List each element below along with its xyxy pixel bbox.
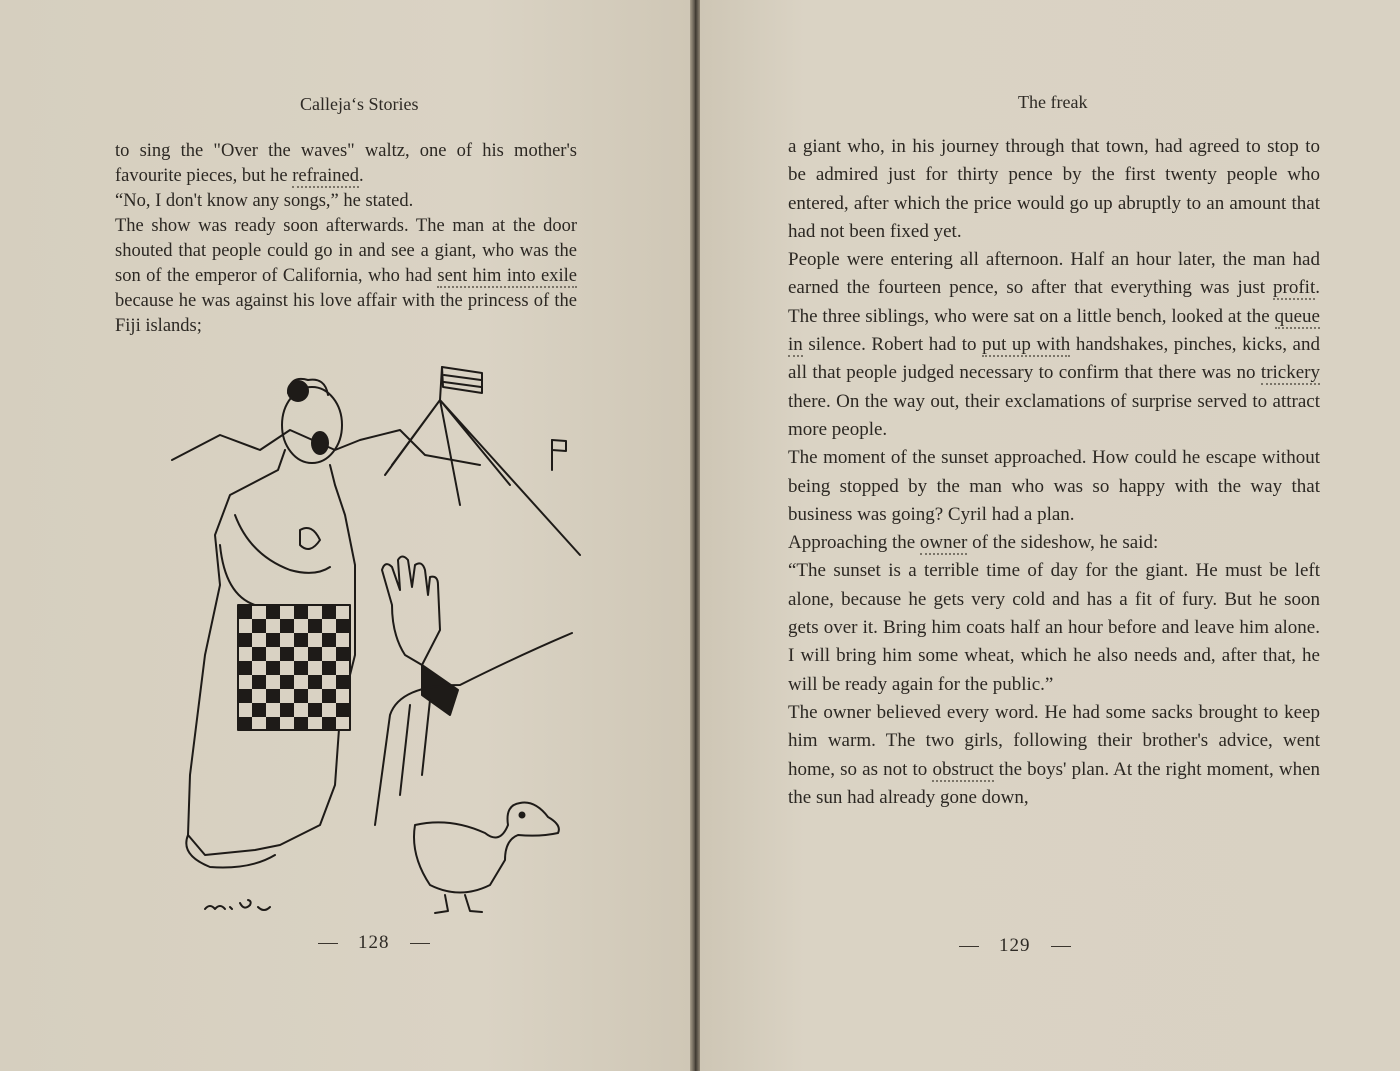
paragraph (788, 699, 1320, 812)
page-number-left-value: 128 (358, 932, 390, 953)
paragraph (115, 189, 577, 214)
paragraph (788, 246, 1320, 444)
text-run: because he was against his love affair with the princess of the Fiji islands; (115, 291, 577, 336)
page-number-right (959, 935, 1091, 957)
text-run: . (359, 166, 364, 186)
text-run: People were entering all afternoon. Half an hour later, the man had earned the fourteen pence, so after that everything was just (788, 249, 1320, 299)
duck-icon (414, 803, 559, 913)
illustration (160, 355, 590, 925)
vocabulary-term[interactable]: refrained (292, 166, 359, 186)
text-run: a giant who, in his journey through that town, had agreed to stop to be admired just for thirty pence by the first twenty people who entered, after which the price would go up abruptly to an amount that had not been fixed yet. (788, 136, 1320, 242)
paragraph (788, 444, 1320, 529)
raised-hand-icon (382, 557, 458, 716)
signature-icon (205, 900, 270, 910)
text-run: The show was ready soon afterwards. The man at the door shouted that people could go in and see a giant, who was the son of the emperor of California, who had (115, 216, 577, 286)
page-number-left (318, 932, 450, 954)
paragraph (788, 557, 1320, 698)
text-run: The moment of the sunset approached. How could he escape without being stopped by the man who was so happy with the way that business was going? Cyril had a plan. (788, 447, 1320, 525)
right-page-text (788, 133, 1320, 812)
flag-icon (440, 367, 482, 400)
vocabulary-term[interactable]: put up with (982, 334, 1071, 356)
vocabulary-term[interactable]: owner (919, 532, 968, 554)
paragraph (115, 139, 577, 189)
paragraph (788, 133, 1320, 246)
left-page-text (115, 139, 577, 339)
book-gutter (690, 0, 700, 1071)
text-run: “The sunset is a terrible time of day for the giant. He must be left alone, because he gets very cold and has a fit of fury. But he soon gets over it. Bring him coats half an hour before and leave him alone. I will bring him some wheat, which he also needs and, after that, he will be ready again for the public.” (788, 560, 1320, 695)
tent-icon (385, 400, 580, 555)
text-run: handshakes, pinches, kicks, and all that people judged necessary to confirm that there was no (788, 334, 1320, 384)
page-number-right-value: 129 (999, 935, 1031, 956)
text-run: of the sideshow, he said: (967, 532, 1159, 554)
text-run: there. On the way out, their exclamations of surprise served to attract more people. (788, 390, 1320, 440)
small-flag-icon (552, 440, 566, 470)
checkered-apron-icon (238, 605, 350, 730)
vocabulary-term[interactable]: profit (1273, 277, 1316, 299)
left-page (0, 0, 690, 1071)
text-run: silence. Robert had to (802, 334, 983, 356)
paragraph (115, 214, 577, 339)
hill-icon (375, 633, 572, 825)
vocabulary-term[interactable]: obstruct (932, 758, 994, 780)
text-run: Approaching the (788, 532, 920, 554)
text-run: “No, I don't know any songs,” he stated. (115, 191, 414, 211)
paragraph (788, 529, 1320, 557)
text-run: the boys' plan. At the right moment, when the sun had already gone down, (788, 758, 1321, 808)
text-run: The owner believed every word. He had some sacks brought to keep him warm. The two girls, following their brother's advice, went home, so as not to (788, 701, 1320, 780)
vocabulary-term[interactable]: trickery (1260, 362, 1320, 384)
running-head-right: The freak (1018, 92, 1088, 112)
vocabulary-term[interactable]: sent him into exile (437, 266, 577, 286)
vocabulary-term[interactable]: queue in (788, 305, 1320, 356)
text-run: to sing the "Over the waves" waltz, one of his mother's favourite pieces, but he (115, 141, 577, 186)
text-run: . The three siblings, who were sat on a little bench, looked at the (788, 277, 1320, 327)
running-head-left: Calleja‘s Stories (300, 94, 419, 114)
